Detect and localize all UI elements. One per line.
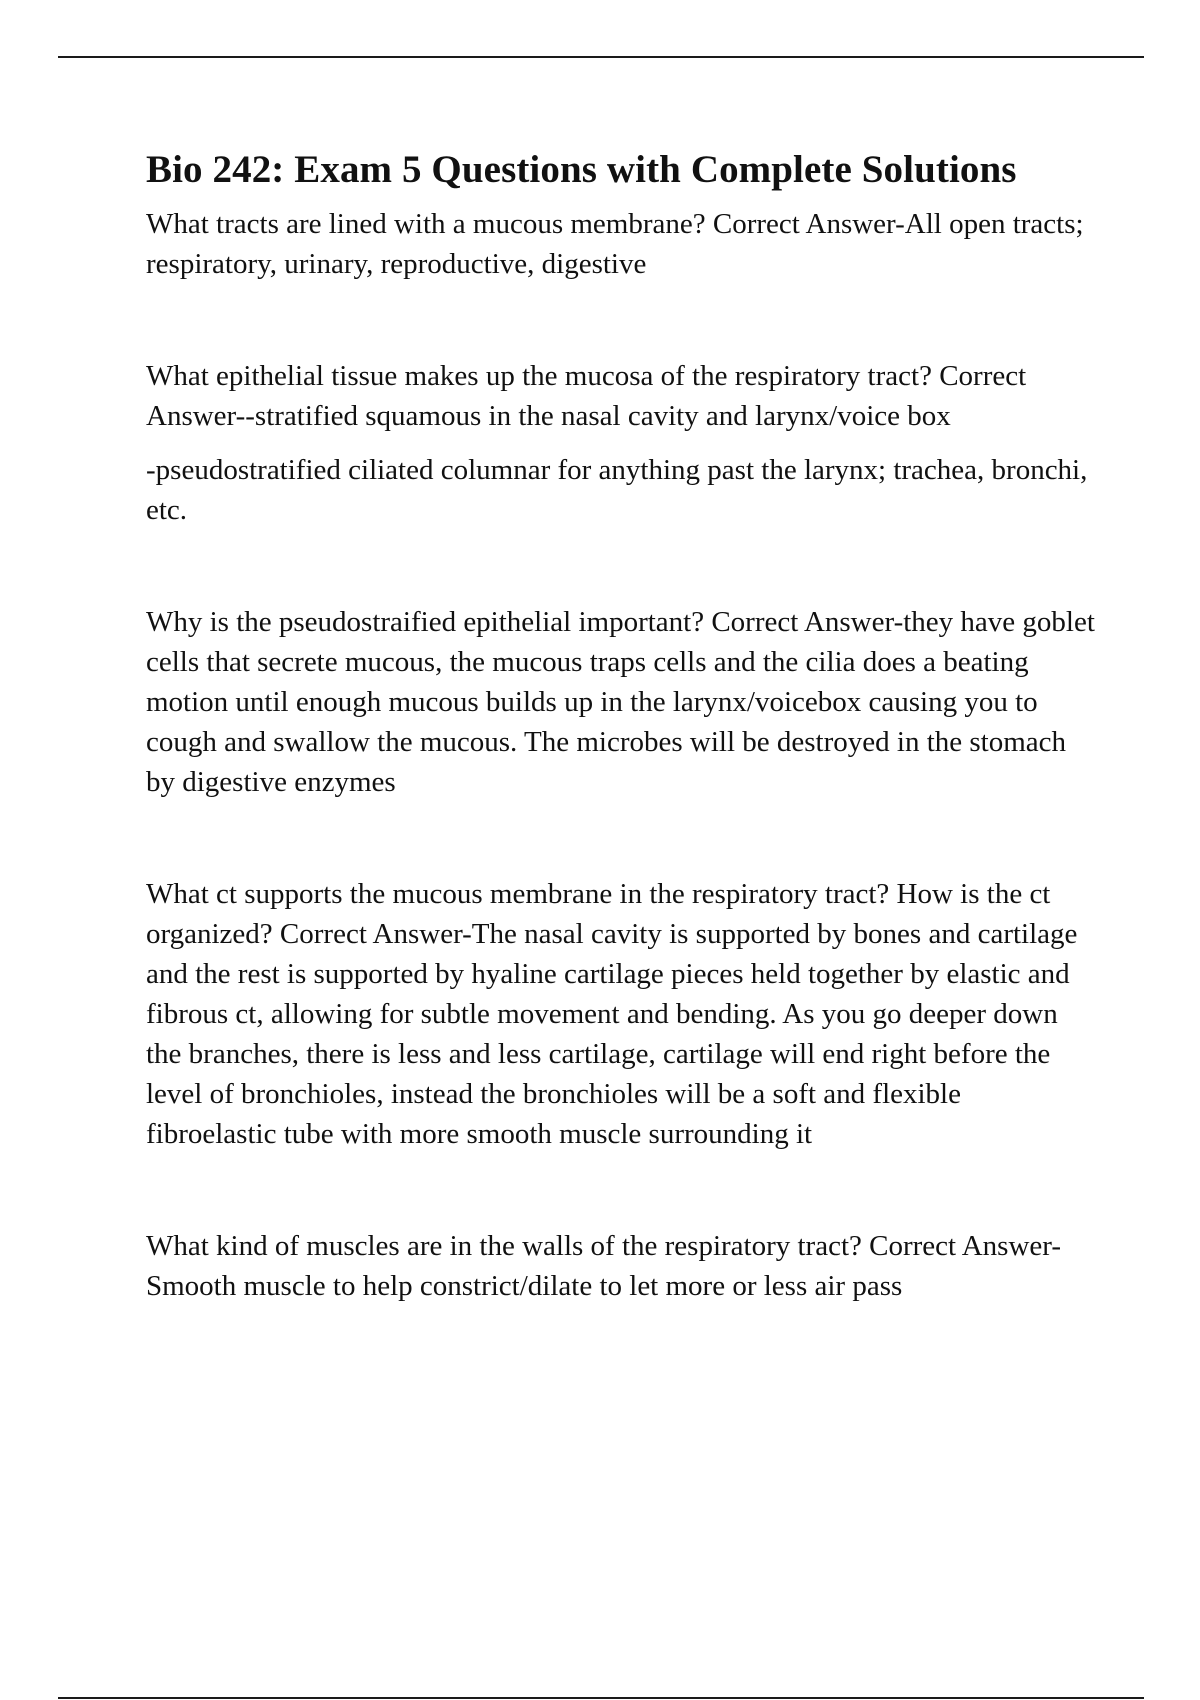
footer-rule (58, 1697, 1144, 1699)
document-title: Bio 242: Exam 5 Questions with Complete Solutions (146, 148, 1017, 191)
qa-text: Why is the pseudostraified epithelial important? Correct Answer-they have goblet cells that secrete mucous, the mucous traps cells and the cilia does a beating motion until enough mucous builds up in the larynx/voicebox causing you to cough and swallow the mucous. The microbes will be destroyed in the stomach by digestive enzymes (146, 606, 1095, 798)
qa-item-4 (146, 874, 1096, 1154)
qa-item-5 (146, 1226, 1096, 1306)
qa-text: What epithelial tissue makes up the mucosa of the respiratory tract? Correct Answer--stratified squamous in the nasal cavity and larynx/voice box (146, 360, 1027, 432)
qa-item-2 (146, 356, 1096, 530)
qa-item-1 (146, 204, 1096, 284)
qa-text: What kind of muscles are in the walls of the respiratory tract? Correct Answer-Smooth muscle to help constrict/dilate to let more or less air pass (146, 1230, 1062, 1302)
qa-text: What tracts are lined with a mucous membrane? Correct Answer-All open tracts; respiratory, urinary, reproductive, digestive (146, 208, 1084, 280)
qa-item-3 (146, 602, 1096, 802)
qa-text-continued: -pseudostratified ciliated columnar for anything past the larynx; trachea, bronchi, etc. (146, 454, 1088, 526)
document-body (146, 140, 1096, 1306)
qa-text: What ct supports the mucous membrane in the respiratory tract? How is the ct organized? Correct Answer-The nasal cavity is supported by bones and cartilage and the rest is supported by hyaline cartilage pieces held together by elastic and fibrous ct, allowing for subtle movement and bending. As you go deeper down the branches, there is less and less cartilage, cartilage will end right before the level of bronchioles, instead the bronchioles will be a soft and flexible fibroelastic tube with more smooth muscle surrounding it (146, 878, 1078, 1150)
header-rule (58, 56, 1144, 58)
